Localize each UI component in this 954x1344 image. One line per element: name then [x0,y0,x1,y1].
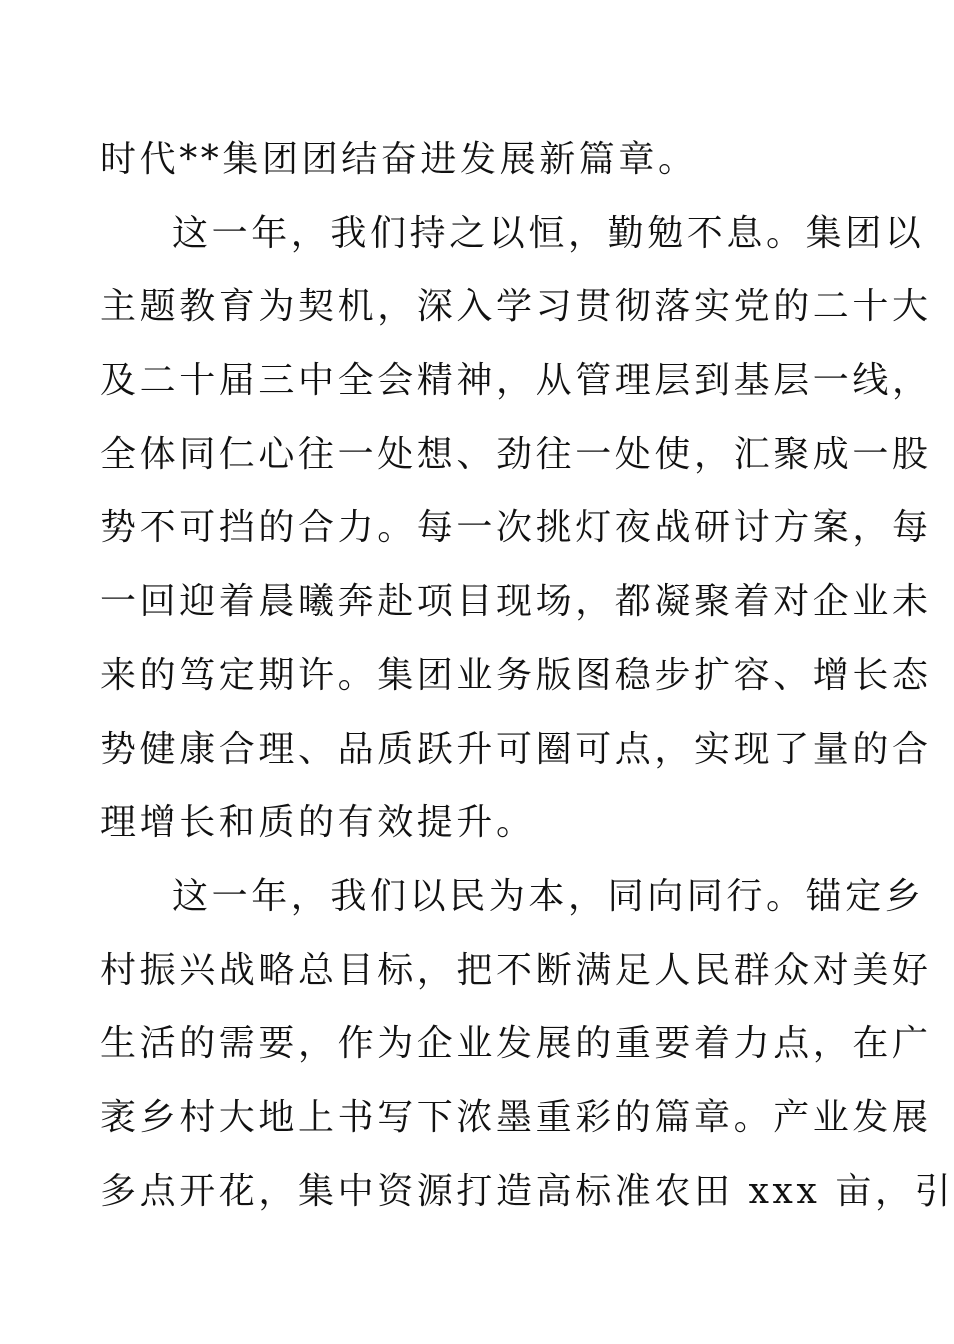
text-line: 及二十届三中全会精神，从管理层到基层一线， [100,360,932,402]
paragraph-start-line: 这一年，我们以民为本，同向同行。锚定乡 [172,875,925,917]
text-line: 袤乡村大地上书写下浓墨重彩的篇章。产业发展 [100,1096,932,1138]
body-text [100,123,954,1228]
paragraph-start-line: 这一年，我们持之以恒，勤勉不息。集团以 [172,212,925,254]
text-line: 来的笃定期许。集团业务版图稳步扩容、增长态 [100,654,932,696]
text-line: 时代**集团团结奋进发展新篇章。 [100,139,698,180]
text-line: 全体同仁心往一处想、劲往一处使，汇聚成一股 [100,433,932,475]
text-line: 多点开花，集中资源打造高标准农田 xxx 亩，引 [100,1170,954,1212]
text-line: 理增长和质的有效提升。 [100,802,536,844]
text-line: 势健康合理、品质跃升可圈可点，实现了量的合 [100,728,932,770]
text-line: 一回迎着晨曦奔赴项目现场，都凝聚着对企业未 [100,581,932,623]
text-line: 村振兴战略总目标，把不断满足人民群众对美好 [100,949,932,991]
text-line: 主题教育为契机，深入学习贯彻落实党的二十大 [100,286,932,328]
text-line: 生活的需要，作为企业发展的重要着力点，在广 [100,1023,932,1065]
text-line: 势不可挡的合力。每一次挑灯夜战研讨方案，每 [100,507,932,549]
